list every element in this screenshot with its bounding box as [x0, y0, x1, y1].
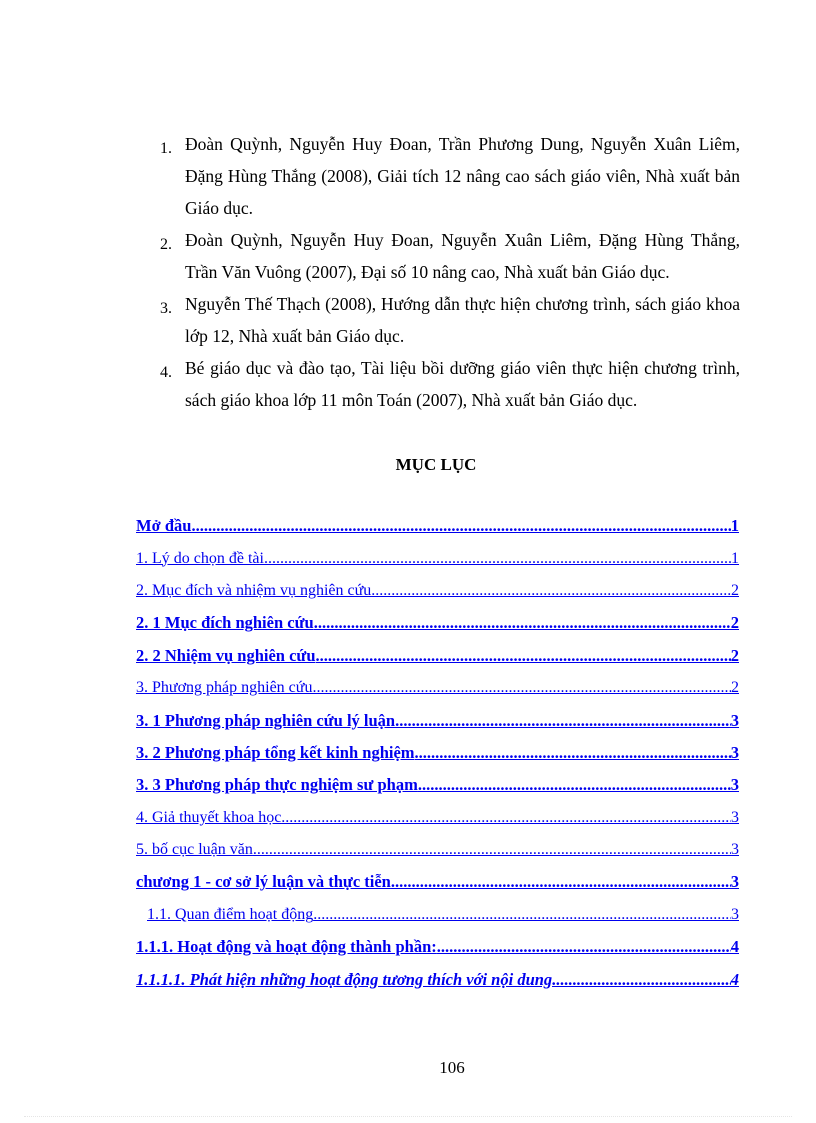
toc-entry[interactable]	[136, 769, 739, 801]
toc-leader-dots	[191, 516, 730, 536]
reference-text: Nguyễn Thế Thạch (2008), Hướng dẫn thực hiện chương trình, sách giáo khoa lớp 12, Nhà xuất bản Giáo dục.	[185, 294, 740, 346]
toc-entry[interactable]	[136, 802, 739, 834]
toc-entry-label: 3. Phương pháp nghiên cứu	[136, 679, 313, 697]
toc-entry-page: 3	[731, 841, 739, 859]
toc-leader-dots	[371, 582, 731, 600]
toc-entry-label: chương 1 - cơ sở lý luận và thực tiễn	[136, 872, 391, 892]
toc-entry-label: 4. Giả thuyết khoa học	[136, 808, 282, 826]
toc-leader-dots	[313, 906, 731, 924]
page-bottom-border	[24, 1116, 792, 1117]
reference-text: Đoàn Quỳnh, Nguyễn Huy Đoan, Nguyễn Xuân Liêm, Đặng Hùng Thắng, Trần Văn Vuông (2007), Đại số 10 nâng cao, Nhà xuất bản Giáo dục.	[185, 230, 740, 282]
toc-entry-page: 2	[731, 679, 739, 697]
toc-leader-dots	[253, 841, 731, 859]
toc-entry-page: 3	[730, 775, 739, 795]
toc-entry-page: 2	[731, 581, 739, 599]
toc-entry-page: 2	[730, 645, 739, 665]
reference-list	[160, 128, 740, 416]
page-number: 106	[439, 1058, 465, 1077]
toc-entry[interactable]	[136, 672, 739, 704]
toc-leader-dots	[391, 872, 731, 892]
toc-entry-page: 4	[730, 937, 739, 957]
reference-number: 4.	[160, 364, 172, 381]
toc-entry-page: 3	[730, 742, 739, 762]
toc-leader-dots	[264, 550, 731, 568]
toc-leader-dots	[552, 970, 731, 990]
toc-entry-label: 2. 2 Nhiệm vụ nghiên cứu	[136, 645, 316, 665]
reference-number: 2.	[160, 236, 172, 253]
toc-entry-label: 2. Mục đích và nhiệm vụ nghiên cứu	[136, 581, 372, 599]
toc-leader-dots	[314, 613, 731, 633]
toc-entry-page: 3	[730, 872, 739, 892]
toc-entry[interactable]	[136, 510, 739, 542]
toc-entry[interactable]	[136, 737, 739, 769]
toc-leader-dots	[437, 937, 731, 957]
toc-entry[interactable]	[136, 899, 739, 931]
table-of-contents	[136, 510, 739, 996]
toc-entry-label: Mở đầu	[136, 516, 192, 536]
reference-number: 1.	[160, 140, 172, 157]
toc-entry-label: 5. bố cục luận văn	[136, 841, 253, 859]
toc-entry-page: 3	[731, 905, 739, 923]
toc-leader-dots	[312, 679, 731, 697]
reference-item	[160, 128, 740, 224]
toc-entry-page: 1	[730, 516, 739, 536]
toc-leader-dots	[281, 809, 731, 827]
toc-entry-label: 3. 2 Phương pháp tổng kết kinh nghiệm	[136, 742, 415, 762]
toc-entry-label: 1. Lý do chọn đề tài	[136, 549, 264, 567]
toc-entry[interactable]	[136, 866, 739, 898]
toc-entry[interactable]	[136, 963, 739, 995]
toc-entry-label: 3. 1 Phương pháp nghiên cứu lý luận	[136, 710, 396, 730]
toc-entry-page: 2	[730, 613, 739, 633]
toc-entry[interactable]	[136, 640, 739, 672]
toc-leader-dots	[415, 743, 731, 763]
reference-item	[160, 224, 740, 288]
reference-item	[160, 288, 740, 352]
reference-item	[160, 352, 740, 416]
toc-entry-label: 2. 1 Mục đích nghiên cứu	[136, 613, 314, 633]
toc-entry-page: 1	[731, 549, 739, 567]
toc-entry[interactable]	[136, 834, 739, 866]
toc-entry-label: 1.1.1. Hoạt động và hoạt động thành phần:	[136, 937, 437, 957]
toc-entry-label: 3. 3 Phương pháp thực nghiệm sư phạm	[136, 775, 418, 795]
reference-number: 3.	[160, 300, 172, 317]
toc-entry[interactable]	[136, 575, 739, 607]
toc-entry-page: 4	[730, 969, 739, 989]
toc-leader-dots	[316, 646, 731, 666]
toc-leader-dots	[395, 711, 731, 731]
toc-entry[interactable]	[136, 931, 739, 963]
toc-entry-label: 1.1. Quan điểm hoạt động	[147, 905, 314, 923]
toc-entry-label: 1.1.1.1. Phát hiện những hoạt động tương thích với nội dung	[136, 969, 553, 989]
toc-entry-page: 3	[731, 808, 739, 826]
toc-entry-page: 3	[730, 710, 739, 730]
toc-entry[interactable]	[136, 704, 739, 736]
reference-text: Đoàn Quỳnh, Nguyễn Huy Đoan, Trần Phương Dung, Nguyễn Xuân Liêm, Đặng Hùng Thắng (2008), Giải tích 12 nâng cao sách giáo viên, Nhà xuất bản Giáo dục.	[185, 134, 740, 218]
toc-entry[interactable]	[136, 542, 739, 574]
reference-text: Bé giáo dục và đào tạo, Tài liệu bồi dưỡng giáo viên thực hiện chương trình, sách giáo khoa lớp 11 môn Toán (2007), Nhà xuất bản Giáo dục.	[185, 358, 740, 410]
toc-title: MỤC LỤC	[395, 455, 477, 474]
toc-entry[interactable]	[136, 607, 739, 639]
toc-leader-dots	[418, 775, 731, 795]
